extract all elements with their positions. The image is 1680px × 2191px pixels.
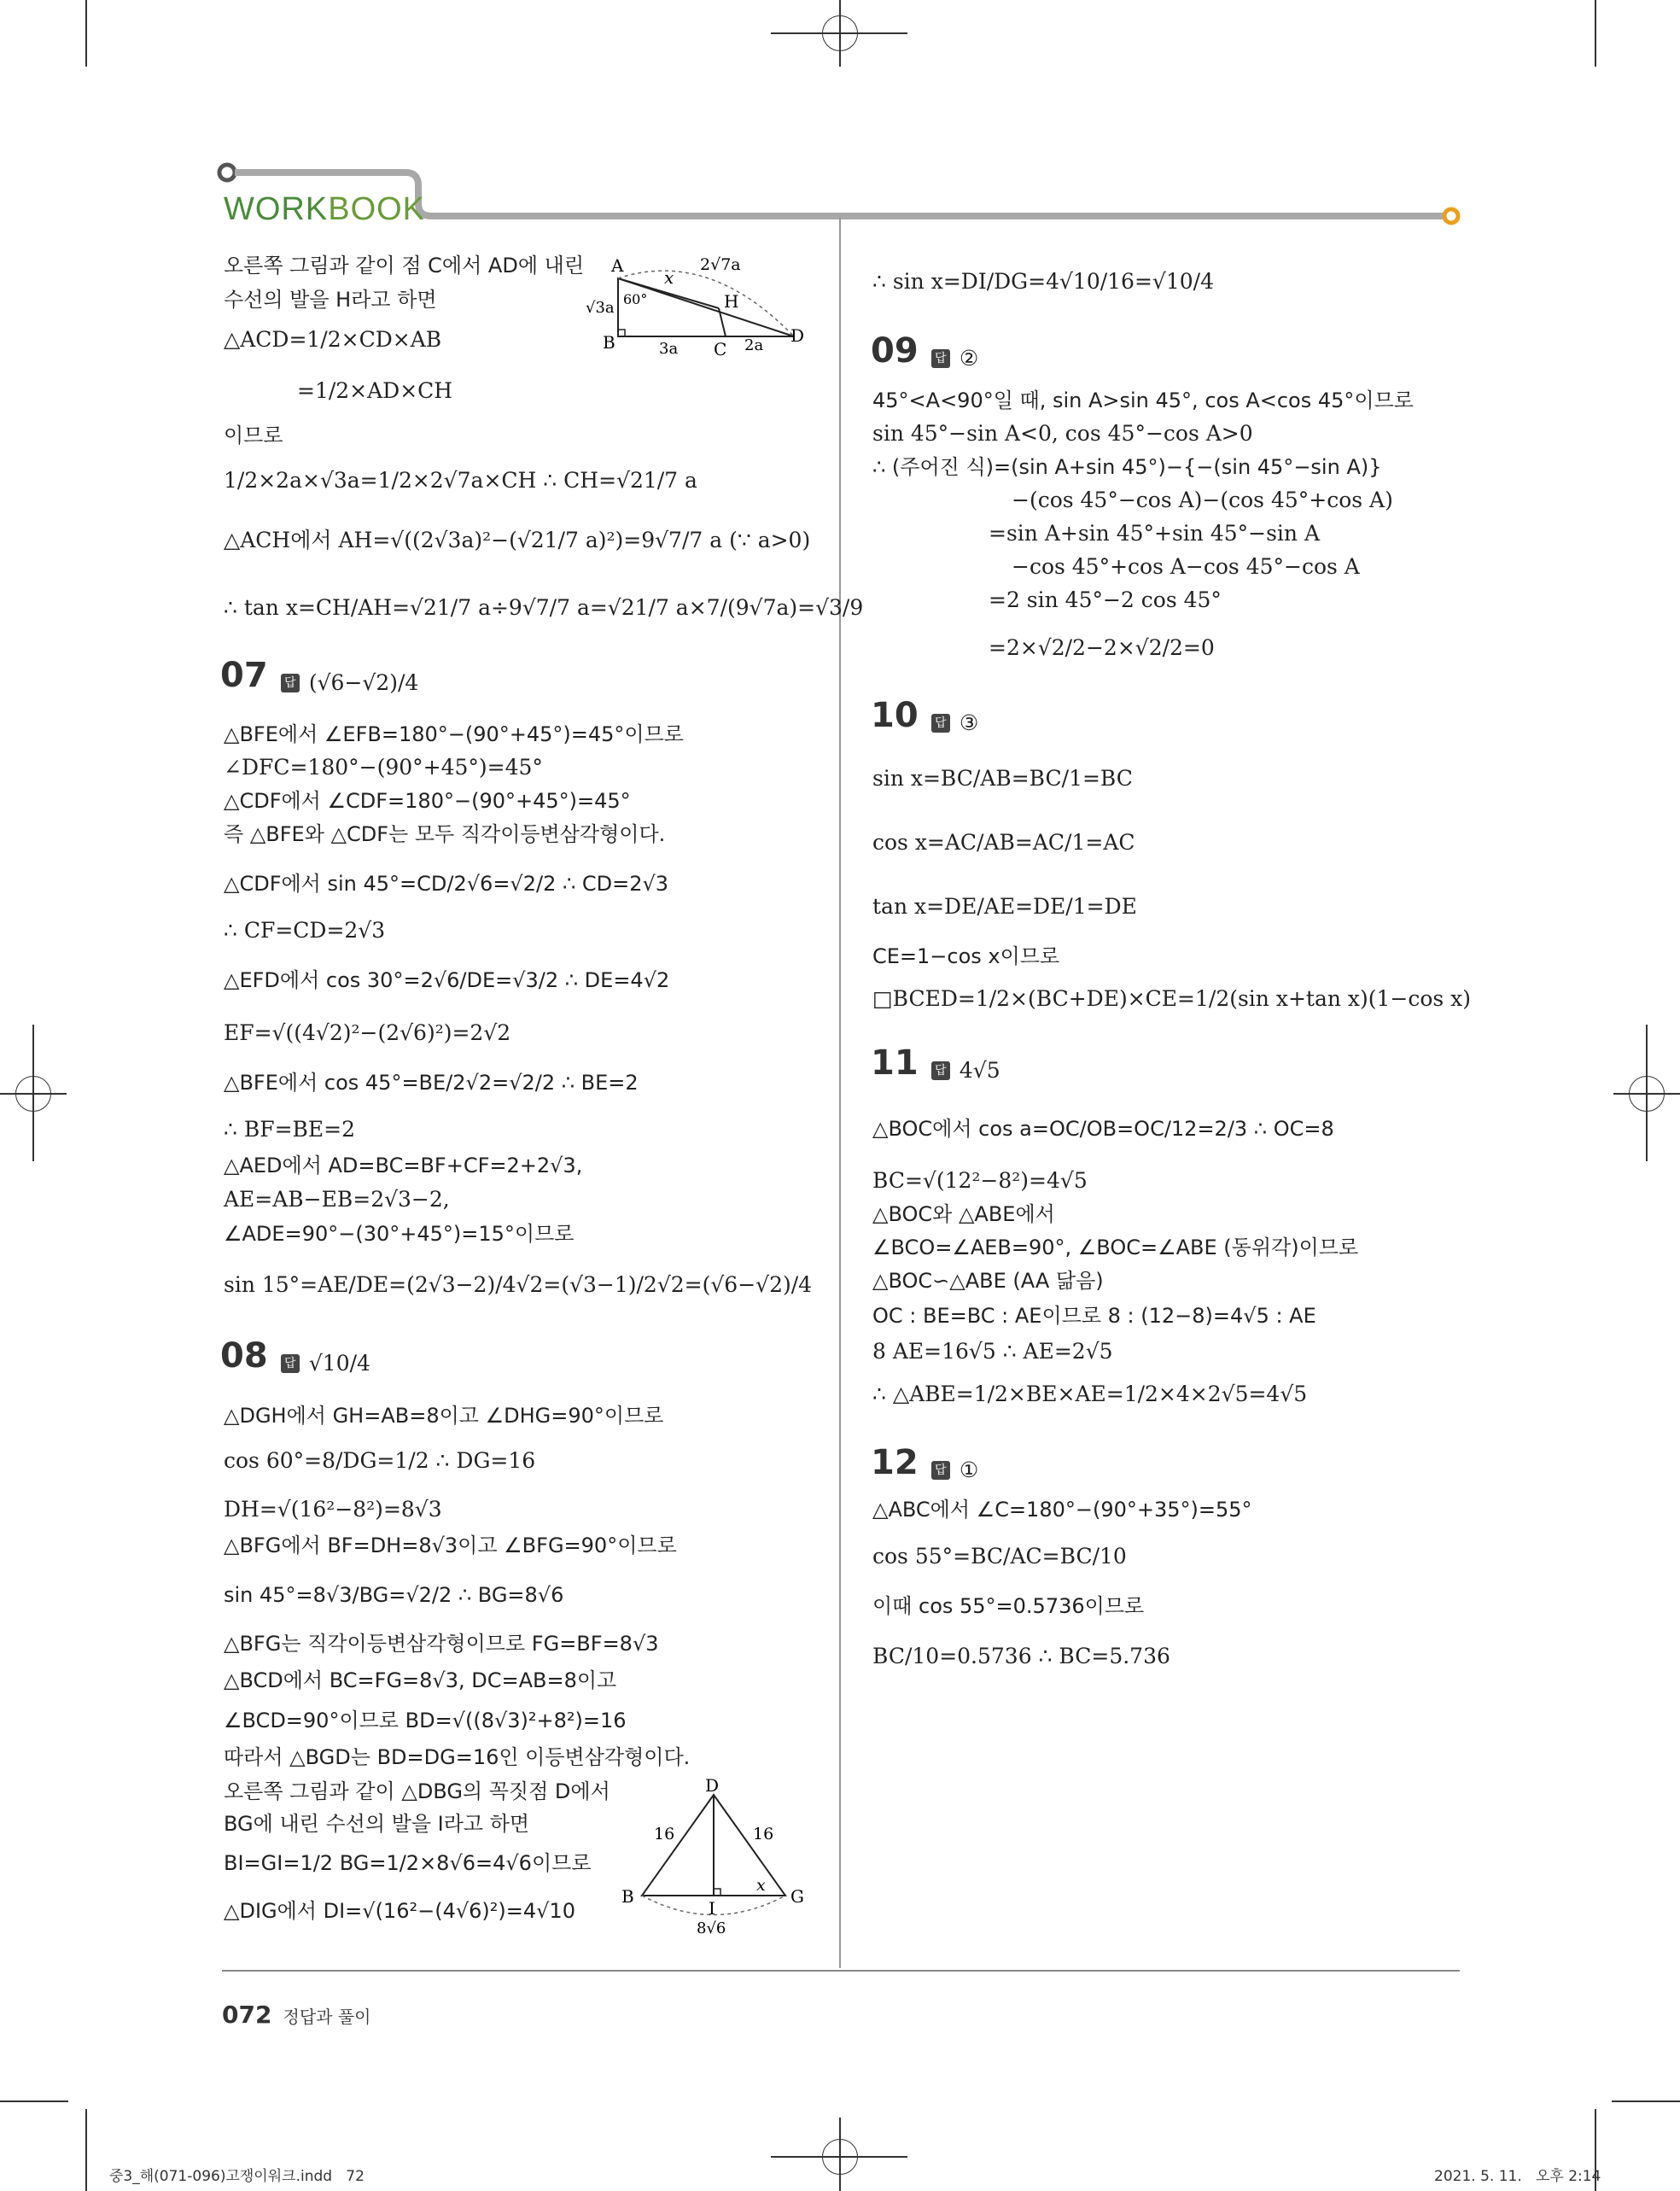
fig1-label: B [603,332,615,353]
text-line: ∴ tan x=CH/AH=√21/7 a÷9√7/7 a=√21/7 a×7/(9√7a)=√3/9 [224,595,864,620]
crop-mark [1595,0,1596,67]
text-line: 오른쪽 그림과 같이 점 C에서 AD에 내린 [224,254,585,278]
fig2-label: D [705,1776,720,1796]
text-line: △BOC에서 cos a=OC/OB=OC/12=2/3 ∴ OC=8 [872,1117,1334,1141]
fig2-label: 8√6 [697,1919,726,1937]
question-09-header [871,331,978,371]
text-line: △BOC∽△ABE (AA 닮음) [872,1269,1104,1293]
question-number: 09 [871,331,919,371]
figure-triangle-dbg [616,1776,821,1938]
question-number: 11 [871,1043,919,1083]
registration-circle [15,1076,51,1112]
fig1-label: 2√7a [700,255,741,274]
crop-mark [0,2100,68,2102]
text-line: △ACD=1/2×CD×AB [224,327,442,352]
fig1-label: 2a [744,336,764,354]
text-line: 수선의 발을 H라고 하면 [224,288,437,312]
print-file-info: 중3_해(071-096)고쟁이워크.indd 72 [109,2168,365,2185]
text-line: CE=1−cos x이므로 [872,944,1060,968]
text-line: −(cos 45°−cos A)−(cos 45°+cos A) [1012,488,1393,512]
fig1-label: 60° [623,291,648,307]
text-line: AE=AB−EB=2√3−2, [224,1187,450,1212]
text-line: cos x=AC/AB=AC/1=AC [872,830,1135,855]
question-07-header [220,656,418,695]
fig1-label: √3a [586,299,615,317]
text-line: □BCED=1/2×(BC+DE)×CE=1/2(sin x+tan x)(1−cos x) [872,986,1472,1011]
figure-triangle-acd [580,253,820,362]
answer-badge: 답 [931,1461,950,1480]
question-number: 12 [871,1443,919,1482]
text-line: △EFD에서 cos 30°=2√6/DE=√3/2 ∴ DE=4√2 [224,968,670,992]
text-line: =sin A+sin 45°+sin 45°−sin A [989,521,1321,546]
crop-mark [85,2109,87,2191]
footer-rule [222,1970,1460,1972]
question-number: 07 [220,656,268,695]
text-line: △AED에서 AD=BC=BF+CF=2+2√3, [224,1154,583,1177]
answer-value: ② [959,346,979,371]
text-line: 이므로 [224,424,283,447]
text-line: ∠DFC=180°−(90°+45°)=45° [224,755,543,780]
text-line: △BFE에서 cos 45°=BE/2√2=√2/2 ∴ BE=2 [224,1071,639,1095]
question-number: 10 [871,696,919,735]
page-footer [222,2001,371,2029]
workbook-logo [224,191,425,228]
text-line: 1/2×2a×√3a=1/2×2√7a×CH ∴ CH=√21/7 a [224,468,697,493]
fig1-label: A [611,255,624,276]
fig1-label: x [664,267,674,288]
text-line: OC : BE=BC : AE이므로 8 : (12−8)=4√5 : AE [872,1304,1316,1328]
text-line: sin 15°=AE/DE=(2√3−2)/4√2=(√3−1)/2√2=(√6−√2)/4 [224,1272,813,1297]
fig1-label: 3a [659,340,679,358]
text-line: ∠BCO=∠AEB=90°, ∠BOC=∠ABE (동위각)이므로 [872,1236,1359,1259]
text-line: cos 55°=BC/AC=BC/10 [872,1544,1127,1569]
text-line: BI=GI=1/2 BG=1/2×8√6=4√6이므로 [224,1851,592,1875]
text-line: △BFG에서 BF=DH=8√3이고 ∠BFG=90°이므로 [224,1534,677,1557]
text-line: ∠ADE=90°−(30°+45°)=15°이므로 [224,1222,575,1246]
registration-circle [1629,1076,1665,1112]
registration-circle [822,2139,858,2175]
fig1-label: D [790,325,805,346]
text-line: 8 AE=16√5 ∴ AE=2√5 [872,1339,1113,1364]
fig2-label: 16 [753,1825,774,1843]
text-line: △CDF에서 ∠CDF=180°−(90°+45°)=45° [224,789,631,813]
fig1-label: C [714,339,727,359]
text-line: cos 60°=8/DG=1/2 ∴ DG=16 [224,1448,536,1473]
crop-mark [1612,2100,1680,2102]
logo-book: BOOK [328,191,426,227]
text-line: 이때 cos 55°=0.5736이므로 [872,1594,1145,1618]
text-line: 오른쪽 그림과 같이 △DBG의 꼭짓점 D에서 [224,1779,610,1803]
text-line: =2×√2/2−2×√2/2=0 [989,635,1215,660]
text-line: ∴ sin x=DI/DG=4√10/16=√10/4 [872,269,1214,294]
column-divider [839,218,841,1968]
text-line: △ACH에서 AH=√((2√3a)²−(√21/7 a)²)=9√7/7 a (∵ a>0) [224,528,811,552]
text-line: △DIG에서 DI=√(16²−(4√6)²)=4√10 [224,1899,575,1923]
fig2-label: B [621,1886,634,1907]
fig2-label: I [709,1898,715,1919]
text-line: sin 45°−sin A<0, cos 45°−cos A>0 [872,421,1253,446]
text-line: △DGH에서 GH=AB=8이고 ∠DHG=90°이므로 [224,1404,664,1428]
text-line: BC/10=0.5736 ∴ BC=5.736 [872,1644,1170,1668]
page-number: 072 [222,2001,272,2029]
text-line: 45°<A<90°일 때, sin A>sin 45°, cos A<cos 45°이므로 [872,389,1414,412]
print-datetime: 2021. 5. 11. 오후 2:14 [1434,2168,1601,2185]
text-line: ∴ CF=CD=2√3 [224,918,386,943]
text-line: 즉 △BFE와 △CDF는 모두 직각이등변삼각형이다. [224,822,666,846]
page-label: 정답과 풀이 [283,2007,371,2027]
answer-value: √10/4 [308,1351,370,1376]
question-number: 08 [220,1336,268,1376]
text-line: ∴ BF=BE=2 [224,1117,355,1142]
text-line: EF=√((4√2)²−(2√6)²)=2√2 [224,1020,511,1045]
answer-value: 4√5 [959,1058,1000,1083]
text-line: BC=√(12²−8²)=4√5 [872,1168,1088,1193]
text-line: −cos 45°+cos A−cos 45°−cos A [1012,554,1360,579]
text-line: =1/2×AD×CH [297,378,453,403]
fig2-label: x [756,1876,766,1895]
text-line: ∴ (주어진 식)=(sin A+sin 45°)−{−(sin 45°−sin A)} [872,455,1382,479]
answer-badge: 답 [281,674,300,692]
fig2-label: 16 [654,1825,675,1843]
answer-badge: 답 [281,1354,300,1373]
text-line: △BOC와 △ABE에서 [872,1202,1055,1226]
text-line: 따라서 △BGD는 BD=DG=16인 이등변삼각형이다. [224,1745,691,1769]
question-10-header [871,696,978,735]
registration-circle [822,15,858,51]
text-line: △BFG는 직각이등변삼각형이므로 FG=BF=8√3 [224,1632,659,1656]
question-11-header [871,1043,1000,1083]
text-line: =2 sin 45°−2 cos 45° [989,587,1222,612]
answer-value: ③ [959,710,979,735]
answer-value: ① [959,1458,979,1482]
answer-badge: 답 [931,1061,950,1080]
fig1-label: H [724,291,739,312]
crop-mark [85,0,87,67]
answer-badge: 답 [931,714,950,733]
text-line: BG에 내린 수선의 발을 I라고 하면 [224,1812,530,1836]
text-line: ∴ △ABE=1/2×BE×AE=1/2×4×2√5=4√5 [872,1382,1308,1406]
fig2-label: G [790,1886,804,1907]
text-line: tan x=DE/AE=DE/1=DE [872,894,1137,919]
answer-value: (√6−√2)/4 [308,670,419,695]
question-08-header [220,1336,370,1376]
text-line: △ABC에서 ∠C=180°−(90°+35°)=55° [872,1498,1252,1522]
text-line: △CDF에서 sin 45°=CD/2√6=√2/2 ∴ CD=2√3 [224,872,669,896]
text-line: △BCD에서 BC=FG=8√3, DC=AB=8이고 [224,1668,617,1692]
answer-badge: 답 [931,349,950,368]
text-line: sin 45°=8√3/BG=√2/2 ∴ BG=8√6 [224,1583,564,1607]
logo-work: WORK [224,191,329,227]
text-line: sin x=BC/AB=BC/1=BC [872,766,1133,791]
question-12-header [871,1443,978,1482]
text-line: ∠BCD=90°이므로 BD=√((8√3)²+8²)=16 [224,1709,627,1732]
text-line: DH=√(16²−8²)=8√3 [224,1497,442,1522]
text-line: △BFE에서 ∠EFB=180°−(90°+45°)=45°이므로 [224,722,684,746]
